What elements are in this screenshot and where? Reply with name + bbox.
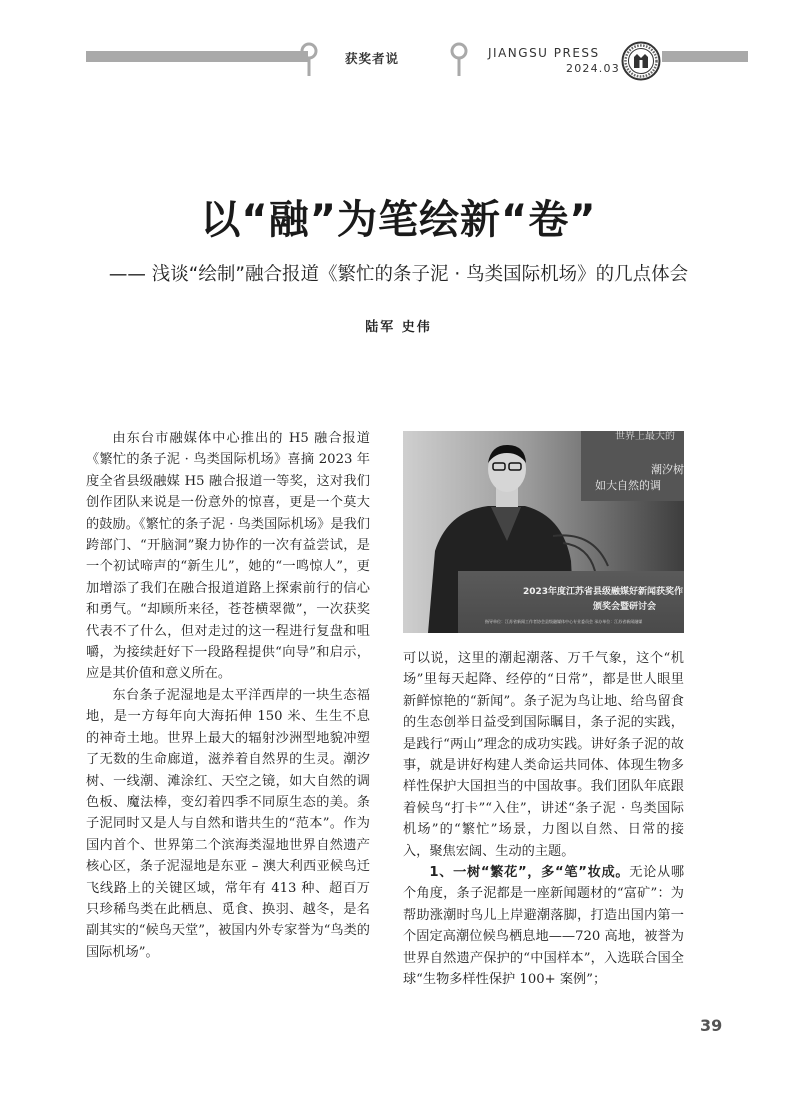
page-number: 39 bbox=[700, 1016, 723, 1035]
award-speech-photo bbox=[403, 431, 684, 633]
header-bar-right bbox=[662, 51, 748, 62]
article-title: 以“融”为笔绘新“卷” bbox=[200, 197, 597, 243]
section-label: 获奖者说 bbox=[345, 51, 400, 66]
publication-name: JIANGSU PRESS bbox=[488, 46, 600, 60]
body-paragraph: 由东台市融媒体中心推出的 H5 融合报道《繁忙的条子泥 · 鸟类国际机场》喜摘 2023 年度全省县级融媒 H5 融合报道一等奖，这对我们创作团队来说是一份意外的惊喜，更是一个莫大的鼓励。《繁忙的条子泥 · 鸟类国际机场》是我们跨部门、“开脑洞”聚力协作的一次有益尝试，是一个初试啼声的“新生儿”，她的“一鸣惊人”，更加增添了我们在融合报道道路上探索前行的信心和勇气。“却顾所来径，苍苍横翠微”，一次获奖代表不了什么，但对走过的这一程进行复盘和咀嚼，为接续赶好下一段路程提供“向导”和启示，应是其价值和意义所在。 bbox=[86, 431, 370, 682]
section-heading: 1、一树“繁花”，多“笔”妆成。 bbox=[429, 865, 630, 881]
jiangsu-press-seal-icon bbox=[621, 41, 661, 81]
podium-banner-small: 指导单位：江苏省新闻工作者协会县级融媒体中心专业委员会 承办单位：江苏省新闻融媒 bbox=[485, 619, 643, 624]
issue-number: 2024.03 bbox=[566, 62, 620, 75]
body-paragraph: 可以说，这里的潮起潮落、万千气象，这个“机场”里每天起降、经停的“日常”，都是世人眼里新鲜惊艳的“新闻”。条子泥为鸟让地、给鸟留食的生态创举日益受到国际瞩目，条子泥的实践，是践行“两山”理念的成功实践。讲好条子泥的故事，就是讲好构建人类命运共同体、体现生物多样性保护大国担当的中国故事。我们团队年底跟着候鸟“打卡”“入住”，讲述“条子泥 · 鸟类国际机场”的“繁忙”场景，力图以自然、日常的接入，聚焦宏阔、生动的主题。 bbox=[403, 651, 684, 859]
screen-text: 如大自然的调 bbox=[595, 479, 661, 492]
body-column-right bbox=[403, 648, 684, 991]
location-pin-icon bbox=[300, 42, 318, 78]
section-text: 无论从哪个角度，条子泥都是一座新闻题材的“富矿”：为帮助涨潮时鸟儿上岸避潮落脚，打造出国内第一个固定高潮位候鸟栖息地——720 高地，被誉为世界自然遗产保护的“中国样本”，入选联合国全球“生物多样性保护 100+ 案例”； bbox=[403, 865, 685, 988]
article-subtitle: —— 浅谈“绘制”融合报道《繁忙的条子泥 · 鸟类国际机场》的几点体会 bbox=[108, 264, 689, 285]
body-paragraph: 东台条子泥湿地是太平洋西岸的一块生态福地，是一方每年向大海拓伸 150 米、生生不息的神奇土地。世界上最大的辐射沙洲型地貌冲塑了无数的生命廊道，滋养着自然界的生灵。潮汐树、一线潮、滩涂红、天空之镜，如大自然的调色板、魔法棒，变幻着四季不同原生态的美。条子泥同时又是人与自然和谐共生的“范本”。作为国内首个、世界第二个滨海类湿地世界自然遗产核心区，条子泥湿地是东亚 – 澳大利西亚候鸟迁飞线路上的关键区域，常年有 413 种、超百万只珍稀鸟类在此栖息、觅食、换羽、越冬，是名副其实的“候鸟天堂”，被国内外专家誉为“鸟类的国际机场”。 bbox=[86, 687, 370, 960]
body-column-left bbox=[86, 428, 370, 963]
podium-banner-title: 2023年度江苏省县级融媒好新闻获奖作 bbox=[523, 587, 684, 597]
header-bar-left bbox=[86, 51, 308, 62]
screen-text: 潮汐树 bbox=[651, 463, 684, 476]
section-paragraph bbox=[403, 862, 684, 990]
screen-text: 世界上最大的 bbox=[615, 431, 675, 442]
podium-banner-subtitle: 颁奖会暨研讨会 bbox=[593, 602, 657, 612]
location-pin-icon bbox=[450, 42, 468, 78]
article-authors: 陆军 史伟 bbox=[365, 320, 432, 335]
